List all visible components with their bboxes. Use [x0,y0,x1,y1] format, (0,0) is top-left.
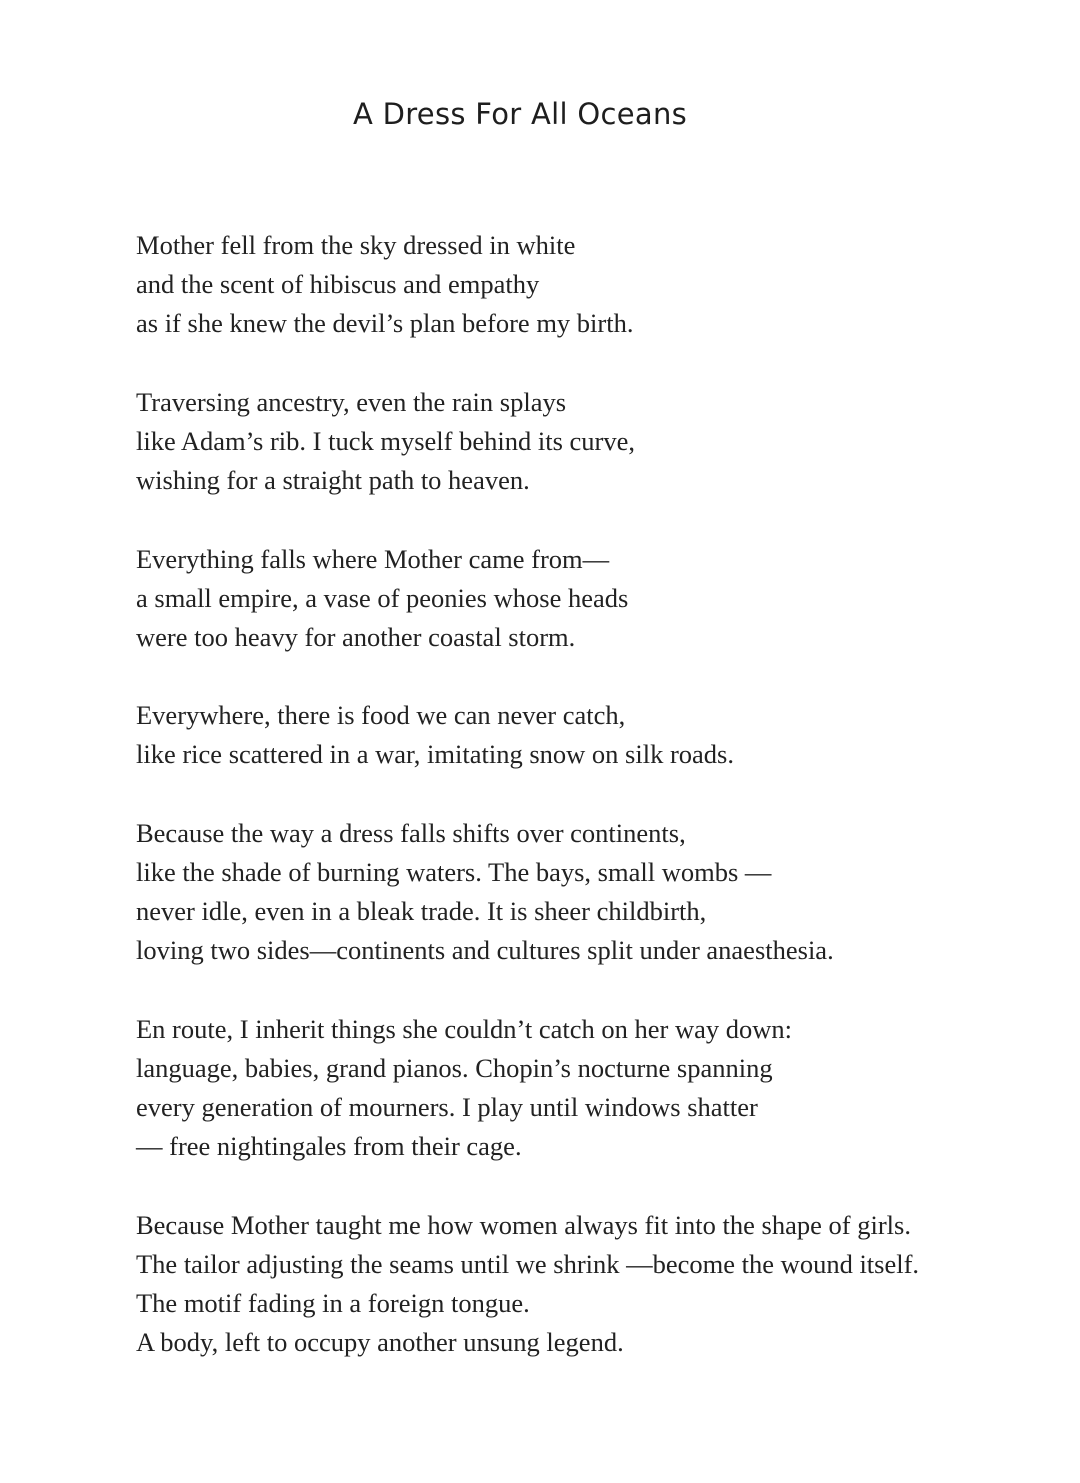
poem-line: as if she knew the devil’s plan before my birth. [136,308,634,339]
stanza [136,814,1036,971]
poem-line: like the shade of burning waters. The bays, small wombs — [136,857,772,887]
poem-line: a small empire, a vase of peonies whose heads [136,582,629,613]
stanza [136,226,1036,344]
stanza [136,383,1036,501]
stanza [136,1206,1036,1363]
poem-line: Because Mother taught me how women always fit into the shape of girls. [136,1209,911,1240]
poem-line: were too heavy for another coastal storm. [136,621,576,652]
poem-line: and the scent of hibiscus and empathy [136,269,540,300]
stanza [136,1010,1036,1167]
poem-line: like rice scattered in a war, imitating snow on silk roads. [136,739,734,770]
poem-line: never idle, even in a bleak trade. It is sheer childbirth, [136,896,707,927]
poem-line: loving two sides—continents and cultures split under anaesthesia. [136,935,834,966]
poem-line: A body, left to occupy another unsung legend. [136,1327,624,1358]
poem-line: — free nightingales from their cage. [136,1131,522,1162]
poem-body [136,226,1036,1402]
poem-line: like Adam’s rib. I tuck myself behind its curve, [136,425,635,456]
poem-line: Because the way a dress falls shifts over continents, [136,817,686,848]
poem-line: En route, I inherit things she couldn’t catch on her way down: [136,1013,792,1044]
poem-line: The motif fading in a foreign tongue. [136,1288,530,1319]
poem-line: every generation of mourners. I play until windows shatter [136,1092,758,1123]
poem-title: A Dress For All Oceans [352,97,688,131]
poem-line: The tailor adjusting the seams until we shrink —become the wound itself. [136,1248,920,1279]
poem-line: Everything falls where Mother came from— [136,543,610,574]
stanza [136,540,1036,658]
poem-line: language, babies, grand pianos. Chopin’s nocturne spanning [136,1052,773,1083]
poem-line: wishing for a straight path to heaven. [136,465,530,496]
poem-line: Traversing ancestry, even the rain splays [136,386,567,417]
stanza [136,696,1036,774]
poem-line: Everywhere, there is food we can never catch, [136,700,626,731]
poem-line: Mother fell from the sky dressed in white [136,230,576,260]
